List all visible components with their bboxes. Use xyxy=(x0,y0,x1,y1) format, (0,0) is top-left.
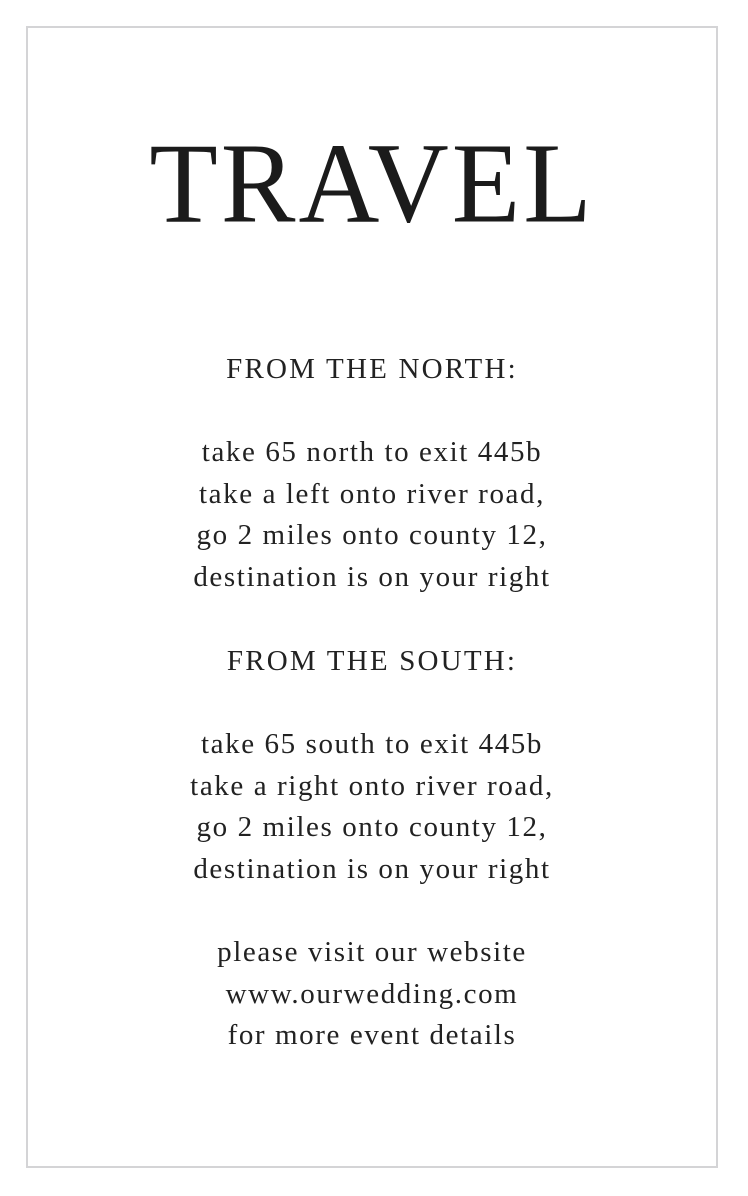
north-line-2: take a left onto river road, xyxy=(199,477,545,510)
north-line-4: destination is on your right xyxy=(193,560,551,593)
south-line-2: take a right onto river road, xyxy=(190,769,554,802)
south-line-1: take 65 south to exit 445b xyxy=(200,728,544,760)
travel-card xyxy=(26,26,718,1168)
north-directions xyxy=(28,432,716,598)
footer-line-1: please visit our website xyxy=(217,936,527,968)
footer-line-3: for more event details xyxy=(227,1019,517,1051)
card-title: TRAVEL xyxy=(149,120,595,248)
south-line-4: destination is on your right xyxy=(193,852,551,885)
south-heading: FROM THE SOUTH: xyxy=(226,645,518,677)
south-section-heading-wrap xyxy=(28,640,716,682)
north-line-1: take 65 north to exit 445b xyxy=(201,436,543,468)
website-note xyxy=(28,932,716,1057)
north-section-heading-wrap xyxy=(28,348,716,390)
north-line-3: go 2 miles onto county 12, xyxy=(196,519,548,551)
north-heading: FROM THE NORTH: xyxy=(226,353,518,385)
south-directions xyxy=(28,724,716,890)
website-url: www.ourwedding.com xyxy=(225,977,519,1010)
south-line-3: go 2 miles onto county 12, xyxy=(196,811,548,843)
